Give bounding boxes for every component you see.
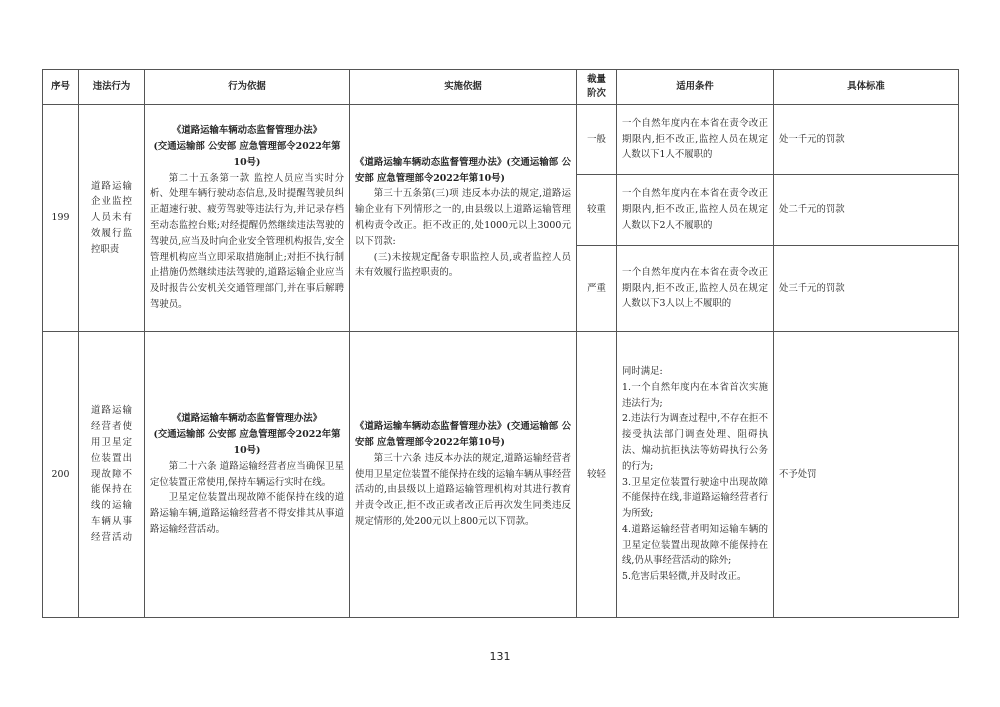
basis-source: (交通运输部 公安部 应急管理部令2022年第10号) xyxy=(153,141,341,168)
violation-line: 用卫星定 xyxy=(91,437,132,448)
standard-text: 处三千元的罚款 xyxy=(774,246,959,332)
basis-text: 第二十五条第一款 监控人员应当实时分析、处理车辆行驶动态信息,及时提醒驾驶员纠正超速行驶、疲劳驾驶等违法行为,并记录存档至动态监控台账;对经提醒仍然继续违法驾驶的驾驶员,应当及时向企业安全管理机构报告,安全管理机构应当立即采取措施制止;对拒不执行制止措施仍然继续违法驾驶的,道路运输企业应当及时报告公安机关交通管理部门,并在事后解聘驾驶员。 xyxy=(150,172,344,310)
violation-line: 现故障不 xyxy=(91,468,132,480)
table-row xyxy=(43,105,959,175)
table-row xyxy=(43,332,959,618)
enforcement-text: 第三十六条 违反本办法的规定,道路运输经营者使用卫星定位装置不能保持在线的运输车辆从事经营活动的,由县级以上道路运输管理机构对其进行教育并责令改正,拒不改正或者改正后再次发生同类违反规定情形的,处200元以上800元以下罚款。 xyxy=(355,452,571,527)
row-basis xyxy=(145,332,350,618)
standard-text: 处一千元的罚款 xyxy=(774,105,959,175)
condition-text: 一个自然年度内在本省在责令改正期限内,拒不改正,监控人员在规定人数以下1人不履职的 xyxy=(617,105,774,175)
violation-line: 经营活动 xyxy=(91,531,132,543)
row-basis xyxy=(145,105,350,332)
violation-line: 能保持在 xyxy=(91,484,132,496)
standard-text: 处二千元的罚款 xyxy=(774,175,959,246)
basis-source: (交通运输部 公安部 应急管理部令2022年第10号) xyxy=(153,429,341,456)
header-standard: 具体标准 xyxy=(774,70,959,105)
discretion-level: 较轻 xyxy=(577,332,617,618)
table-header-row xyxy=(43,70,959,105)
row-violation xyxy=(79,332,145,618)
row-enforcement xyxy=(350,332,577,618)
violation-line: 道路运输 xyxy=(91,405,132,417)
enforcement-text: (三)未按规定配备专职监控人员,或者监控人员未有效履行监控职责的。 xyxy=(355,251,571,279)
header-violation: 违法行为 xyxy=(79,70,145,105)
condition-line: 2.违法行为调查过程中,不存在拒不接受执法部门调查处理、阻碍执法、煽动抗拒执法等妨碍执行公务的行为; xyxy=(622,413,768,472)
header-discretion: 裁量阶次 xyxy=(577,70,617,105)
violation-line: 位装置出 xyxy=(91,452,132,464)
condition-line: 5.危害后果轻微,并及时改正。 xyxy=(622,571,747,583)
row-enforcement xyxy=(350,105,577,332)
enforcement-title: 《道路运输车辆动态监督管理办法》(交通运输部 公安部 应急管理部令2022年第10号) xyxy=(355,156,571,184)
page-number: 131 xyxy=(489,650,511,663)
row-seq: 200 xyxy=(43,332,79,618)
enforcement-title: 《道路运输车辆动态监督管理办法》(交通运输部 公安部 应急管理部令2022年第10号) xyxy=(355,421,571,448)
header-basis: 行为依据 xyxy=(145,70,350,105)
condition-text: 一个自然年度内在本省在责令改正期限内,拒不改正,监控人员在规定人数以下2人不履职的 xyxy=(617,175,774,246)
condition-line: 同时满足: xyxy=(622,365,663,377)
enforcement-text: 第三十五条第(三)项 违反本办法的规定,道路运输企业有下列情形之一的,由县级以上道路运输管理机构责令改正。拒不改正的,处1000元以上3000元以下罚款: xyxy=(355,188,571,247)
header-seq: 序号 xyxy=(43,70,79,105)
basis-title: 《道路运输车辆动态监督管理办法》 xyxy=(171,125,322,137)
discretion-level: 一般 xyxy=(577,105,617,175)
violation-line: 道路运输 xyxy=(91,180,132,192)
header-enforcement: 实施依据 xyxy=(350,70,577,105)
violation-line: 控职责 xyxy=(91,243,120,255)
condition-line: 1.一个自然年度内在本省首次实施违法行为; xyxy=(622,381,768,409)
header-condition: 适用条件 xyxy=(617,70,774,105)
condition-text: 一个自然年度内在本省在责令改正期限内,拒不改正,监控人员在规定人数以下3人以上不履职的 xyxy=(617,246,774,332)
violation-line: 人员未有 xyxy=(91,212,132,224)
penalty-table xyxy=(42,69,959,618)
standard-text: 不予处罚 xyxy=(774,332,959,618)
row-violation xyxy=(79,105,145,332)
condition-line: 3.卫星定位装置行驶途中出现故障不能保持在线,非道路运输经营者行为所致; xyxy=(622,476,768,520)
violation-line: 线的运输 xyxy=(91,500,132,512)
violation-line: 效履行监 xyxy=(91,227,132,239)
condition-line: 4.道路运输经营者明知运输车辆的卫星定位装置出现故障不能保持在线,仍从事经营活动的除外; xyxy=(622,523,768,567)
violation-line: 企业监控 xyxy=(91,196,132,208)
condition-list xyxy=(617,332,774,618)
discretion-level: 较重 xyxy=(577,175,617,246)
basis-text: 卫星定位装置出现故障不能保持在线的道路运输车辆,道路运输经营者不得安排其从事道路运输经营活动。 xyxy=(150,492,344,535)
row-seq: 199 xyxy=(43,105,79,332)
discretion-level: 严重 xyxy=(577,246,617,332)
basis-text: 第二十六条 道路运输经营者应当确保卫星定位装置正常使用,保持车辆运行实时在线。 xyxy=(150,460,344,488)
basis-title: 《道路运输车辆动态监督管理办法》 xyxy=(171,413,322,425)
violation-line: 车辆从事 xyxy=(91,515,132,527)
violation-line: 经营者使 xyxy=(91,421,132,433)
